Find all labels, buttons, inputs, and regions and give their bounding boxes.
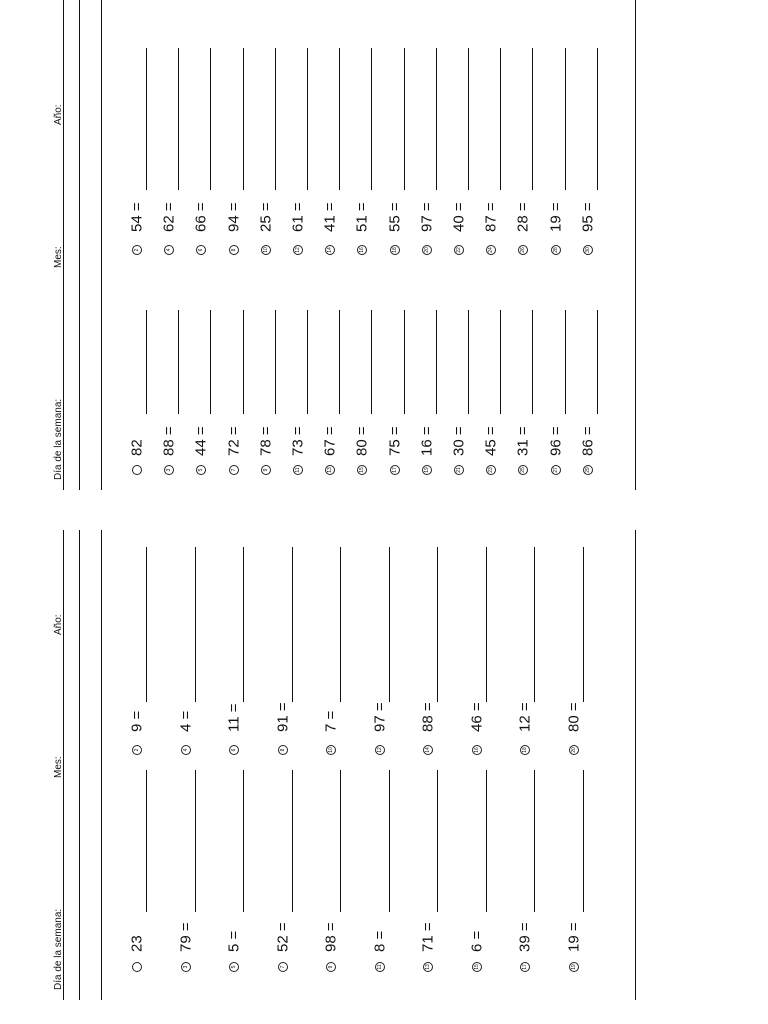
month-label: Mes:: [53, 246, 64, 268]
problem-number-badge: 8: [278, 745, 288, 755]
problem-number-badge: 18: [390, 245, 400, 255]
problem-text: 28 =: [514, 202, 532, 232]
problem-text: 55 =: [386, 202, 404, 232]
problem-number-badge: 6: [229, 745, 239, 755]
problem-text: 73 =: [289, 426, 307, 456]
problem-text: 97 =: [371, 702, 388, 732]
problem-number-badge: 4: [164, 245, 174, 255]
problem-text: 96 =: [547, 426, 565, 456]
problem-text: 88 =: [160, 426, 178, 456]
problem-number-badge: 25: [518, 465, 528, 475]
answer-line[interactable]: [389, 547, 390, 702]
problem-text: 39 =: [516, 922, 534, 952]
problem-text: 44 =: [192, 426, 210, 456]
answer-line[interactable]: [389, 770, 390, 912]
problem-text: 8 =: [371, 930, 388, 952]
problem-text: 72 =: [225, 426, 243, 456]
problem-text: 82: [128, 439, 146, 456]
answer-line[interactable]: [195, 770, 196, 912]
month-label: Mes:: [53, 756, 64, 778]
problem-number-badge: 22: [454, 245, 464, 255]
problem-number-badge: 6: [196, 245, 206, 255]
bottom-rule-2: [79, 530, 80, 1000]
problem-number-badge: 16: [472, 745, 482, 755]
problem-text: 31 =: [514, 426, 532, 456]
problem-text: 87 =: [482, 202, 500, 232]
problem-number-badge: 12: [293, 245, 303, 255]
problem-number-badge: 9: [261, 465, 271, 475]
problem-text: 67 =: [321, 426, 339, 456]
problem-number-badge: 17: [520, 962, 530, 972]
problem-text: 9 =: [128, 710, 146, 732]
problem-text: 95 =: [579, 202, 597, 232]
problem-number-badge: 10: [261, 245, 271, 255]
problem-number-badge: 29: [583, 465, 593, 475]
answer-line[interactable]: [437, 547, 438, 702]
problem-number-badge: 3: [164, 465, 174, 475]
problem-text: 61 =: [289, 202, 307, 232]
problem-text: 11 =: [225, 703, 243, 732]
problem-text: 52 =: [274, 922, 291, 952]
problem-text: 62 =: [160, 202, 178, 232]
problem-text: 51 =: [353, 202, 371, 232]
answer-line[interactable]: [534, 770, 535, 912]
problem-number-badge: 4: [181, 745, 191, 755]
problem-number-badge: 28: [551, 245, 561, 255]
problem-text: 98 =: [322, 922, 340, 952]
problem-text: 40 =: [450, 202, 468, 232]
problem-text: 12 =: [516, 702, 534, 732]
problem-number-badge: 15: [472, 962, 482, 972]
answer-line[interactable]: [146, 547, 147, 702]
problem-number-badge: 17: [390, 465, 400, 475]
year-label: Año:: [53, 614, 64, 635]
problem-text: 19 =: [565, 922, 582, 952]
day-label: Día de la semana:: [53, 908, 64, 990]
problem-number-badge: 11: [375, 962, 385, 972]
problem-number-badge: 20: [422, 245, 432, 255]
answer-line[interactable]: [340, 547, 341, 702]
problem-text: 6 =: [468, 930, 485, 952]
problem-number-badge: [132, 962, 142, 972]
problem-text: 86 =: [579, 426, 597, 456]
answer-line[interactable]: [534, 547, 535, 702]
problem-number-badge: 7: [229, 465, 239, 475]
problem-text: 71 =: [419, 922, 437, 952]
problem-text: 54 =: [128, 202, 146, 232]
answer-line[interactable]: [292, 547, 293, 702]
problem-text: 5 =: [225, 930, 243, 952]
problem-number-badge: 20: [569, 745, 579, 755]
problem-text: 46 =: [468, 702, 485, 732]
problem-text: 79 =: [177, 922, 194, 952]
problem-text: 88 =: [419, 702, 437, 732]
problem-number-badge: 11: [293, 465, 303, 475]
problem-number-badge: 2: [132, 245, 142, 255]
problem-number-badge: 5: [196, 465, 206, 475]
answer-line[interactable]: [146, 770, 147, 912]
problem-text: 97 =: [418, 202, 436, 232]
problem-number-badge: 27: [551, 465, 561, 475]
answer-line[interactable]: [583, 547, 584, 702]
year-label: Año:: [53, 104, 64, 125]
answer-line[interactable]: [243, 770, 244, 912]
problem-number-badge: 14: [423, 745, 433, 755]
problem-text: 45 =: [482, 426, 500, 456]
problem-text: 7 =: [322, 710, 340, 732]
problem-text: 80 =: [353, 426, 371, 456]
problem-number-badge: 13: [325, 465, 335, 475]
problem-text: 75 =: [386, 426, 404, 456]
problem-text: 25 =: [257, 202, 275, 232]
day-label: Día de la semana:: [53, 398, 64, 480]
problem-number-badge: 23: [486, 465, 496, 475]
problem-text: 80 =: [565, 702, 582, 732]
problem-number-badge: 14: [325, 245, 335, 255]
answer-line[interactable]: [340, 770, 341, 912]
bottom-rule-3: [101, 530, 102, 1000]
answer-line[interactable]: [437, 770, 438, 912]
problem-text: 94 =: [225, 202, 243, 232]
answer-line[interactable]: [243, 547, 244, 702]
problem-number-badge: 8: [229, 245, 239, 255]
problem-text: 4 =: [177, 710, 194, 732]
problem-number-badge: 24: [486, 245, 496, 255]
problem-number-badge: 5: [229, 962, 239, 972]
problem-number-badge: 12: [375, 745, 385, 755]
answer-line[interactable]: [292, 770, 293, 912]
problem-number-badge: 13: [423, 962, 433, 972]
problem-text: 41 =: [321, 202, 339, 232]
problem-number-badge: 10: [326, 745, 336, 755]
problem-number-badge: 18: [520, 745, 530, 755]
problem-text: 19 =: [547, 202, 565, 232]
problem-number-badge: 3: [181, 962, 191, 972]
problem-number-badge: 26: [518, 245, 528, 255]
answer-line[interactable]: [195, 547, 196, 702]
problem-text: 78 =: [257, 426, 275, 456]
problem-text: 16 =: [418, 426, 436, 456]
problem-number-badge: 15: [357, 465, 367, 475]
problem-text: 30 =: [450, 426, 468, 456]
problem-number-badge: 16: [357, 245, 367, 255]
answer-line[interactable]: [583, 770, 584, 912]
answer-line[interactable]: [486, 770, 487, 912]
problem-number-badge: 2: [132, 745, 142, 755]
answer-line[interactable]: [486, 547, 487, 702]
problem-text: 23: [128, 935, 146, 952]
problem-number-badge: 21: [454, 465, 464, 475]
problem-number-badge: 30: [583, 245, 593, 255]
problem-number-badge: 9: [326, 962, 336, 972]
problem-number-badge: 7: [278, 962, 288, 972]
problem-text: 91 =: [274, 702, 291, 732]
bottom-rule-bottom: [635, 530, 636, 1000]
problem-number-badge: 19: [422, 465, 432, 475]
problem-text: 66 =: [192, 202, 210, 232]
problem-number-badge: 19: [569, 962, 579, 972]
